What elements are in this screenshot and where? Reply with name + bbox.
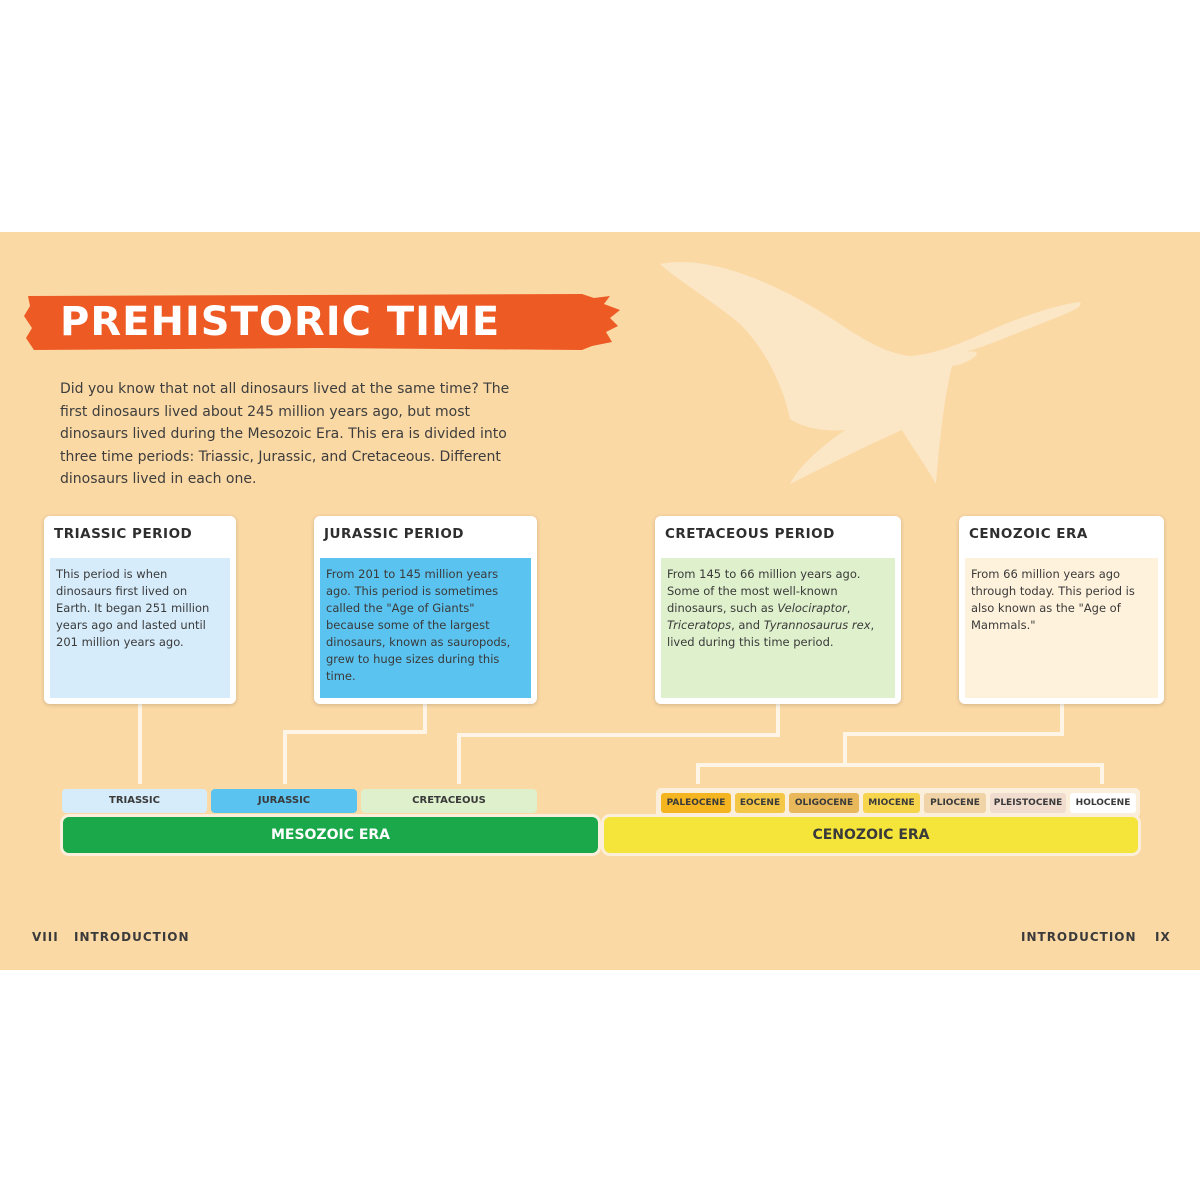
- cenozoic-card-title: CENOZOIC ERA: [969, 526, 1088, 542]
- species-triceratops: Triceratops: [667, 618, 732, 632]
- cretaceous-text-2: , lived during this time period.: [667, 618, 875, 649]
- epoch-oligocene: OLIGOCENE: [789, 793, 859, 813]
- species-tyrannosaurus: Tyrannosaurus rex: [763, 618, 871, 632]
- book-spread: [0, 232, 1200, 970]
- jurassic-period-card: [314, 516, 537, 704]
- left-section-label: INTRODUCTION: [74, 930, 190, 944]
- jurassic-bar: JURASSIC: [211, 789, 357, 813]
- right-page-number: IX: [1155, 930, 1171, 944]
- epoch-eocene: EOCENE: [735, 793, 785, 813]
- cenozoic-card-body: From 66 million years ago through today. This period is also known as the "Age of Mammals.": [965, 558, 1158, 698]
- triassic-card-body: This period is when dinosaurs first lived on Earth. It began 251 million years ago and lasted until 201 million years ago.: [50, 558, 230, 698]
- cenozoic-era-bar: CENOZOIC ERA: [604, 817, 1138, 853]
- jurassic-card-title: JURASSIC PERIOD: [324, 526, 465, 542]
- cretaceous-bar: CRETACEOUS: [361, 789, 537, 813]
- triassic-period-card: [44, 516, 236, 704]
- cretaceous-card-title: CRETACEOUS PERIOD: [665, 526, 835, 542]
- cenozoic-era-card: [959, 516, 1164, 704]
- epoch-pleistocene: PLEISTOCENE: [990, 793, 1066, 813]
- page-title: PREHISTORIC TIME: [60, 299, 501, 345]
- epoch-paleocene: PALEOCENE: [661, 793, 731, 813]
- cretaceous-period-card: [655, 516, 901, 704]
- triassic-card-title: TRIASSIC PERIOD: [54, 526, 193, 542]
- epoch-miocene: MIOCENE: [863, 793, 920, 813]
- triassic-bar: TRIASSIC: [62, 789, 207, 813]
- epoch-holocene: HOLOCENE: [1070, 793, 1136, 813]
- intro-paragraph: Did you know that not all dinosaurs lived at the same time? The first dinosaurs lived about 245 million years ago, but most dinosaurs lived during the Mesozoic Era. This era is divided into three time periods: Triassic, Jurassic, and Cretaceous. Different dinosaurs lived in each one.: [60, 381, 510, 487]
- species-velociraptor: Velociraptor: [777, 601, 847, 615]
- epoch-pliocene: PLIOCENE: [924, 793, 986, 813]
- left-page-number: VIII: [32, 930, 59, 944]
- cretaceous-text-1: From 145 to 66 million years ago. Some of the most well-known dinosaurs, such as: [667, 567, 861, 615]
- cretaceous-sep-2: , and: [731, 618, 764, 632]
- mesozoic-era-bar: MESOZOIC ERA: [63, 817, 598, 853]
- cretaceous-card-body: [661, 558, 895, 698]
- jurassic-card-body: From 201 to 145 million years ago. This period is sometimes called the "Age of Giants" because some of the largest dinosaurs, known as sauropods, grew to huge sizes during this time.: [320, 558, 531, 698]
- cretaceous-sep-1: ,: [846, 601, 851, 615]
- right-section-label: INTRODUCTION: [1021, 930, 1137, 944]
